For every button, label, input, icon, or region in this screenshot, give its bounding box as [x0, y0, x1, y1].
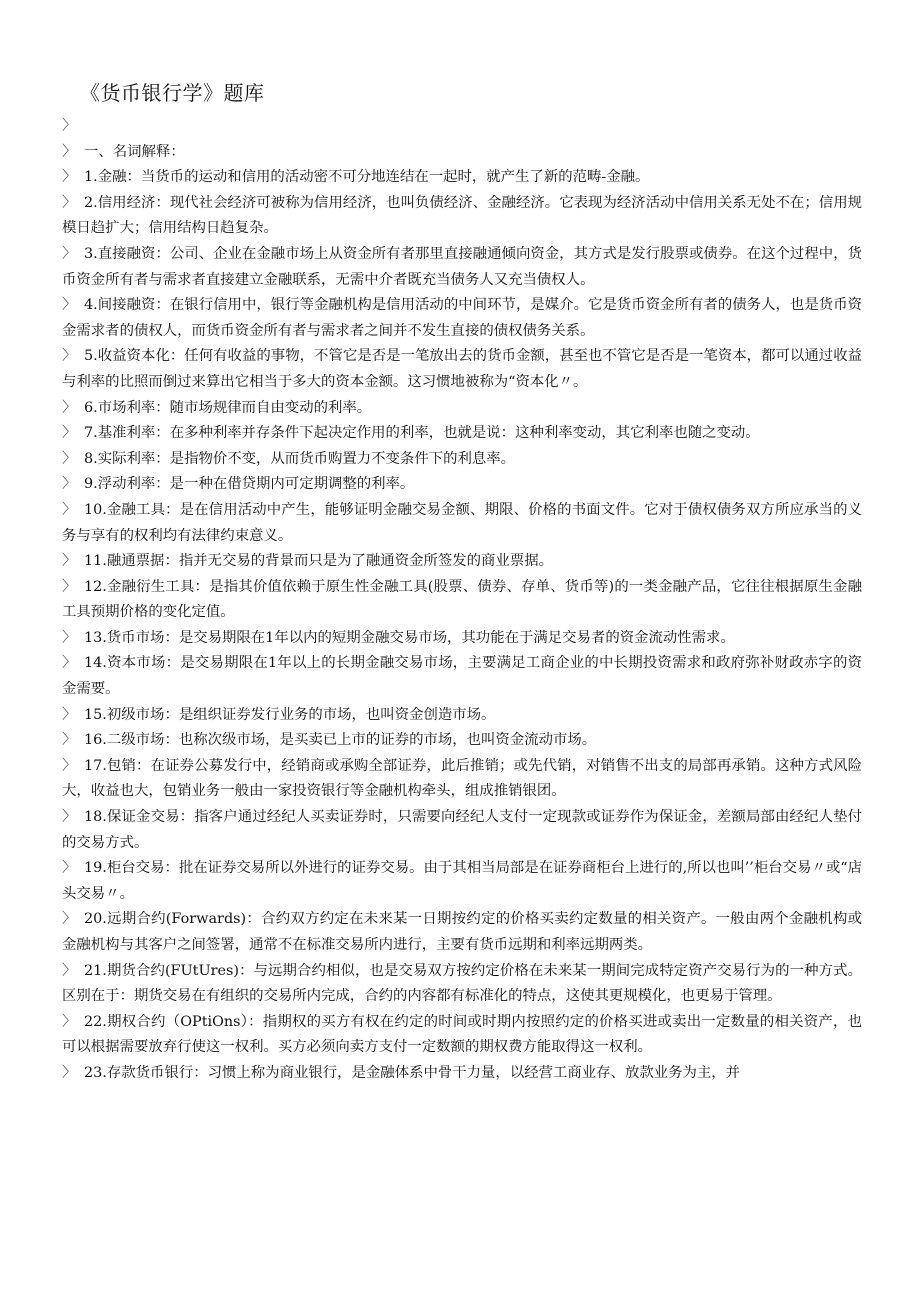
- bullet-marker: 〉: [62, 501, 77, 518]
- term-paragraph: [62, 549, 862, 575]
- paragraph-text: 10.金融工具：是在信用活动中产生，能够证明金融交易金额、期限、价格的书面文件。它对于债权债务双方所应承当的义务与享有的权利均有法律约束意义。: [62, 501, 862, 544]
- paragraph-text: 16.二级市场：也称次级市场，是买卖已上市的证券的市场，也叫资金流动市场。: [84, 732, 597, 749]
- section-heading: [62, 140, 862, 166]
- term-paragraph: [62, 165, 862, 191]
- bullet-marker: 〉: [62, 425, 77, 442]
- term-paragraph: [62, 498, 862, 549]
- document-body: [62, 114, 862, 1087]
- paragraph-text: 5.收益资本化：任何有收益的事物，不管它是否是一笔放出去的货币金额，甚至也不管它是否是一笔资本，都可以通过收益与利率的比照而倒过来算出它相当于多大的资本金额。这习惯地被称为“资本化〃。: [62, 348, 862, 390]
- bullet-marker: 〉: [62, 399, 77, 416]
- term-paragraph: [62, 114, 862, 140]
- bullet-marker: 〉: [62, 1013, 77, 1030]
- bullet-marker: 〉: [62, 297, 77, 314]
- paragraph-text: 12.金融衍生工具：是指其价值依赖于原生性金融工具(股票、债券、存单、货币等)的一类金融产品，它往往根据原生金融工具预期价格的变化定值。: [62, 578, 862, 621]
- paragraph-text: 17.包销：在证券公募发行中，经销商或承购全部证券，此后推销；或先代销，对销售不出支的局部再承销。这种方式风险大，收益也大，包销业务一般由一家投资银行等金融机构牵头，组成推销银团。: [62, 757, 862, 800]
- bullet-marker: 〉: [62, 245, 77, 262]
- term-paragraph: [62, 703, 862, 729]
- term-paragraph: [62, 728, 862, 754]
- paragraph-text: 23.存款货币银行：习惯上称为商业银行，是金融体系中骨干力量，以经营工商业存、放款业务为主，并: [84, 1064, 741, 1081]
- term-paragraph: [62, 421, 862, 447]
- paragraph-text: 15.初级市场：是组织证券发行业务的市场，也叫资金创造市场。: [84, 706, 496, 723]
- paragraph-text: 11.融通票据：指并无交易的背景而只是为了融通资金所签发的商业票据。: [84, 553, 553, 570]
- bullet-marker: 〉: [62, 655, 77, 672]
- term-paragraph: [62, 651, 862, 702]
- term-paragraph: [62, 447, 862, 473]
- document-page: [62, 78, 862, 1087]
- term-paragraph: [62, 805, 862, 856]
- bullet-marker: 〉: [62, 143, 77, 160]
- paragraph-text: 13.货币市场：是交易期限在1年以内的短期金融交易市场，其功能在于满足交易者的资金流动性需求。: [84, 629, 735, 646]
- paragraph-text: 22.期权合约（OPtiOns）：指期权的买方有权在约定的时间或时期内按照约定的价格买进或卖出一定数量的相关资产，也可以根据需要放弃行使这一权利。买方必须向卖方支付一定数额的期权费方能取得这一权利。: [62, 1013, 862, 1056]
- paragraph-text: 20.远期合约(Forwards)：合约双方约定在未来某一日期按约定的价格买卖约定数量的相关资产。一般由两个金融机构或金融机构与其客户之间签署，通常不在标准交易所内进行，主要有货币远期和利率远期两类。: [62, 911, 862, 953]
- bullet-marker: 〉: [62, 706, 77, 723]
- bullet-marker: 〉: [62, 757, 77, 774]
- paragraph-text: 19.柜台交易：批在证券交易所以外进行的证券交易。由于其相当局部是在证券商柜台上进行的,所以也叫’’柜台交易〃或“店头交易〃。: [62, 860, 862, 902]
- paragraph-text: 21.期货合约(FUtUres)：与远期合约相似，也是交易双方按约定价格在未来某一期间完成特定资产交易行为的一种方式。区别在于：期货交易在有组织的交易所内完成，合约的内容都有标准化的特点，这使其更规模化，也更易于管理。: [62, 962, 862, 1005]
- paragraph-text: 一、名词解释：: [84, 143, 185, 160]
- bullet-marker: 〉: [62, 578, 77, 595]
- paragraph-text: 3.直接融资：公司、企业在金融市场上从资金所有者那里直接融通倾向资金，其方式是发行股票或债券。在这个过程中，货币资金所有者与需求者直接建立金融联系，无需中介者既充当债务人又充当债权人。: [62, 245, 862, 288]
- term-paragraph: [62, 959, 862, 1010]
- paragraph-text: 14.资本市场：是交易期限在1年以上的长期金融交易市场，主要满足工商企业的中长期投资需求和政府弥补财政赤字的资金需要。: [62, 655, 862, 698]
- paragraph-text: 1.金融：当货币的运动和信用的活动密不可分地连结在一起时，就产生了新的范畴-金融。: [84, 169, 650, 186]
- bullet-marker: 〉: [62, 1064, 77, 1081]
- term-paragraph: [62, 575, 862, 626]
- paragraph-text: 6.市场利率：随市场规律而自由变动的利率。: [84, 399, 372, 416]
- bullet-marker: 〉: [62, 629, 77, 646]
- document-title: 《货币银行学》题库: [80, 81, 265, 105]
- bullet-marker: 〉: [62, 169, 77, 186]
- paragraph-text: 4.间接融资：在银行信用中，银行等金融机构是信用活动的中间环节，是媒介。它是货币资金所有者的债务人，也是货币资金需求者的债权人，而货币资金所有者与需求者之间并不发生直接的债权债务关系。: [62, 297, 862, 339]
- bullet-marker: 〉: [62, 860, 77, 877]
- term-paragraph: [62, 1061, 862, 1087]
- bullet-marker: 〉: [62, 450, 77, 467]
- term-paragraph: [62, 626, 862, 652]
- bullet-marker: 〉: [62, 476, 77, 493]
- paragraph-text: 2.信用经济：现代社会经济可被称为信用经济，也叫负债经济、金融经济。它表现为经济活动中信用关系无处不在；信用规模日趋扩大；信用结构日趋复杂。: [62, 194, 862, 237]
- term-paragraph: [62, 907, 862, 958]
- paragraph-text: 7.基准利率：在多种利率并存条件下起决定作用的利率，也就是说：这种利率变动，其它利率也随之变动。: [84, 425, 760, 442]
- term-paragraph: [62, 1010, 862, 1061]
- term-paragraph: [62, 242, 862, 293]
- bullet-marker: 〉: [62, 194, 77, 211]
- bullet-marker: 〉: [62, 118, 77, 134]
- term-paragraph: [62, 344, 862, 395]
- term-paragraph: [62, 754, 862, 805]
- bullet-marker: 〉: [62, 911, 77, 928]
- term-paragraph: [62, 293, 862, 344]
- term-paragraph: [62, 472, 862, 498]
- bullet-marker: 〉: [62, 732, 77, 749]
- bullet-marker: 〉: [62, 809, 77, 826]
- bullet-marker: 〉: [62, 553, 77, 570]
- term-paragraph: [62, 191, 862, 242]
- bullet-marker: 〉: [62, 962, 77, 979]
- paragraph-text: 9.浮动利率：是一种在借贷期内可定期调整的利率。: [84, 476, 415, 493]
- paragraph-text: 8.实际利率：是指物价不变，从而货币购置力不变条件下的利息率。: [84, 450, 516, 467]
- term-paragraph: [62, 856, 862, 907]
- term-paragraph: [62, 396, 862, 422]
- bullet-marker: 〉: [62, 348, 77, 365]
- paragraph-text: 18.保证金交易：指客户通过经纪人买卖证券时，只需要向经纪人支付一定现款或证券作为保证金，差额局部由经纪人垫付的交易方式。: [62, 809, 862, 851]
